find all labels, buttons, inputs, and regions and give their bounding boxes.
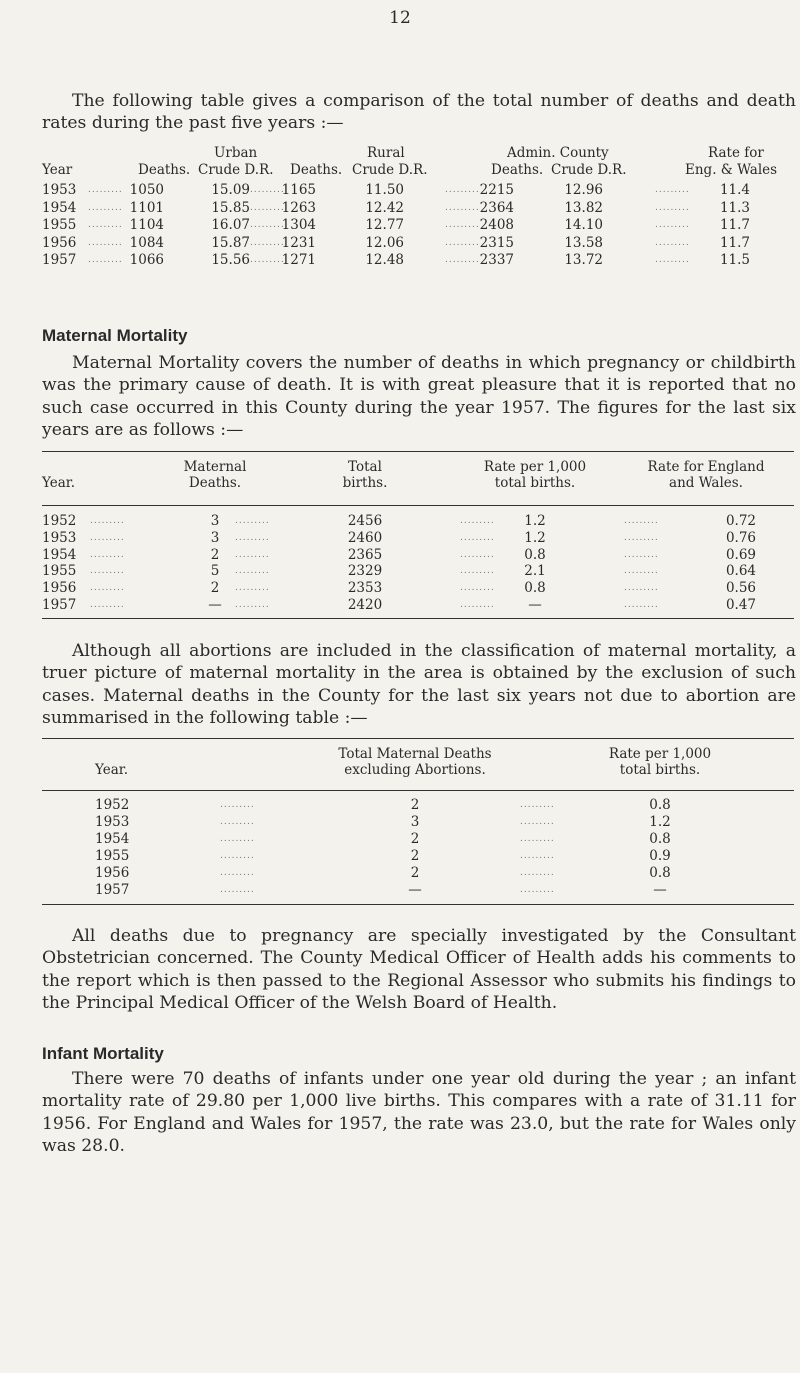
page-number: 12 xyxy=(389,8,411,28)
table1-cell: 2364 xyxy=(479,199,514,216)
table1-cell: 1957 xyxy=(42,252,77,269)
table1-cell: 2337 xyxy=(479,252,514,269)
leader-dots: ......... xyxy=(460,549,495,560)
t3-header-total xyxy=(305,746,525,778)
table1-cell: 15.85 xyxy=(211,199,250,216)
table1-cell: 11.7 xyxy=(719,217,750,234)
table2-cell: 0.72 xyxy=(725,513,756,529)
header-eng-wales: Eng. & Wales xyxy=(685,162,778,178)
leader-dots: ......... xyxy=(445,220,480,231)
leader-dots: ......... xyxy=(235,583,270,594)
leader-dots: ......... xyxy=(250,185,285,195)
table3-cell: 1956 xyxy=(95,865,130,881)
group-header-rural: Rural xyxy=(367,145,405,161)
t3-header-rate xyxy=(580,746,740,778)
t2-header-year xyxy=(42,459,112,491)
table2-cell: 2365 xyxy=(347,546,383,563)
table1-cell: 2215 xyxy=(479,182,514,198)
header-county-deaths: Deaths. xyxy=(491,162,544,178)
group-header-urban: Urban xyxy=(214,145,258,161)
table2-cell: 1.2 xyxy=(524,529,546,546)
header-urban-crude: Crude D.R. xyxy=(198,162,274,178)
table2-cell: 2 xyxy=(210,546,220,563)
table3-cell: 2 xyxy=(410,848,420,864)
table1-cell: 13.82 xyxy=(564,199,603,216)
leader-dots: ......... xyxy=(88,237,123,248)
table2-cell: 2353 xyxy=(347,580,383,597)
table2-bottom-rule xyxy=(42,618,794,619)
infant-text: There were 70 deaths of infants under one year old during the year ; an infant mortality rate of 29.80 per 1,000 live births. This compares with a rate of 31.11 for 1956. For England and Wales for 1957, the rate was 23.0, but the rate for Wales only was 28.0. xyxy=(42,1069,796,1157)
leader-dots: ......... xyxy=(90,516,125,526)
table3-cell: 2 xyxy=(410,831,420,847)
table1-cell: 16.07 xyxy=(211,217,250,234)
table1-cell: 12.42 xyxy=(365,199,404,216)
table2-cell: 1.2 xyxy=(524,513,546,529)
leader-dots: ......... xyxy=(520,800,555,810)
table2-cell: 1954 xyxy=(42,546,77,563)
table2-cell: 2.1 xyxy=(524,563,546,580)
table3-cell: — xyxy=(408,882,422,898)
table3-cell: 1954 xyxy=(95,831,130,847)
leader-dots: ......... xyxy=(88,185,123,195)
table3-cell: 0.8 xyxy=(649,831,671,847)
leader-dots: ......... xyxy=(520,885,555,895)
t2-header-england xyxy=(618,459,794,491)
intro-paragraph xyxy=(42,90,796,135)
table2-cell: 0.8 xyxy=(524,580,546,597)
t3-header-year xyxy=(95,746,175,778)
table2-cell: — xyxy=(208,597,222,613)
t3-header-year-line2: Year. xyxy=(95,762,129,778)
leader-dots: ......... xyxy=(88,202,123,213)
table1-cell: 12.77 xyxy=(365,217,404,234)
table1-cell: 14.10 xyxy=(564,217,603,234)
t3-header-rate-line1: Rate per 1,000 xyxy=(608,746,712,762)
table1-cell: 1955 xyxy=(42,217,77,234)
t2-header-maternal xyxy=(150,459,280,491)
leader-dots: ......... xyxy=(624,549,659,560)
table2-cell: 2460 xyxy=(347,529,383,546)
table2-cell: 0.56 xyxy=(725,580,756,597)
table1-cell: 1954 xyxy=(42,199,77,216)
table1-cell: 11.50 xyxy=(365,182,404,198)
table1-cell: 2408 xyxy=(479,217,514,234)
t2-header-year-line1 xyxy=(42,459,112,475)
t2-header-maternal-line1: Maternal xyxy=(183,459,247,475)
table3-cell: 3 xyxy=(410,814,420,830)
leader-dots: ......... xyxy=(520,817,555,827)
t3-header-rate-line2: total births. xyxy=(619,762,701,778)
leader-dots: ......... xyxy=(235,532,270,543)
leader-dots: ......... xyxy=(220,800,255,810)
leader-dots: ......... xyxy=(90,583,125,594)
leader-dots: ......... xyxy=(250,220,285,231)
table1-cell: 15.87 xyxy=(211,234,250,251)
leader-dots: ......... xyxy=(235,549,270,560)
table3-bottom-rule xyxy=(42,904,794,905)
leader-dots: ......... xyxy=(460,583,495,594)
leader-dots: ......... xyxy=(624,600,659,610)
table1-cell: 13.72 xyxy=(564,252,603,269)
leader-dots: ......... xyxy=(250,202,285,213)
table2-cell: 0.69 xyxy=(725,546,756,563)
table1-cell: 2315 xyxy=(479,234,514,251)
intro-text: The following table gives a comparison of the total number of deaths and death rates during the past five years :— xyxy=(42,91,796,134)
header-urban-deaths: Deaths. xyxy=(138,162,191,178)
leader-dots: ......... xyxy=(220,851,255,861)
table3-cell: 1952 xyxy=(95,797,130,813)
table3-cell: 1.2 xyxy=(649,814,671,830)
leader-dots: ......... xyxy=(624,566,659,577)
leader-dots: ......... xyxy=(624,583,659,594)
table1-cell: 1271 xyxy=(281,252,316,269)
t2-header-total-line1: Total xyxy=(348,459,382,475)
table1-cell: 1101 xyxy=(129,199,164,216)
table2-cell: 3 xyxy=(210,513,220,529)
t2-header-rate-line1: Rate per 1,000 xyxy=(483,459,587,475)
table2-cell: 1956 xyxy=(42,580,77,597)
leader-dots: ......... xyxy=(88,255,123,266)
leader-dots: ......... xyxy=(655,185,690,195)
header-rural-deaths: Deaths. xyxy=(290,162,343,178)
leader-dots: ......... xyxy=(250,255,285,266)
table1-cell: 15.56 xyxy=(211,252,250,269)
leader-dots: ......... xyxy=(655,237,690,248)
leader-dots: ......... xyxy=(220,885,255,895)
table1-cell: 11.3 xyxy=(719,199,750,216)
investigation-text: All deaths due to pregnancy are specially investigated by the Consultant Obstetrician concerned. The County Medical Officer of Health adds his comments to the report which is then passed to the Regional Assessor who submits his findings to the Principal Medical Officer of the Welsh Board of Health. xyxy=(42,926,796,1014)
leader-dots: ......... xyxy=(520,834,555,844)
header-rural-crude: Crude D.R. xyxy=(352,162,428,178)
header-county-crude: Crude D.R. xyxy=(551,162,627,178)
leader-dots: ......... xyxy=(90,600,125,610)
leader-dots: ......... xyxy=(90,566,125,577)
abortion-text: Although all abortions are included in the classification of maternal mortality, a truer picture of maternal mortality in the area is obtained by the exclusion of such cases. Maternal deaths in the County for the last six years not due to abortion are summarised in the following table :— xyxy=(42,641,796,729)
leader-dots: ......... xyxy=(88,220,123,231)
t2-header-maternal-line2: Deaths. xyxy=(188,475,242,491)
leader-dots: ......... xyxy=(445,202,480,213)
table1-cell: 1104 xyxy=(129,217,164,234)
leader-dots: ......... xyxy=(220,834,255,844)
table3-header-rule xyxy=(42,790,794,791)
table1-cell: 12.06 xyxy=(365,234,404,251)
abortion-paragraph xyxy=(42,640,796,730)
leader-dots: ......... xyxy=(90,532,125,543)
t2-header-rate xyxy=(455,459,615,491)
t2-header-england-line2: and Wales. xyxy=(669,475,743,491)
table2-cell: 5 xyxy=(210,563,220,580)
t2-header-england-line1: Rate for England xyxy=(647,459,765,475)
table3-cell: 0.9 xyxy=(649,848,671,864)
table1-cell: 1231 xyxy=(281,234,316,251)
table1-cell: 1066 xyxy=(129,252,164,269)
leader-dots: ......... xyxy=(624,532,659,543)
table3-cell: 1955 xyxy=(95,848,130,864)
table3-cell: — xyxy=(653,882,667,898)
leader-dots: ......... xyxy=(220,868,255,878)
table1-cell: 1050 xyxy=(129,182,164,198)
infant-paragraph xyxy=(42,1068,796,1158)
table3-cell: 1953 xyxy=(95,814,130,830)
header-year: Year xyxy=(42,162,73,178)
t2-header-total xyxy=(300,459,430,491)
table2-cell: 2420 xyxy=(347,597,383,613)
leader-dots: ......... xyxy=(235,516,270,526)
group-header-admin-county: Admin. County xyxy=(507,145,609,161)
leader-dots: ......... xyxy=(655,255,690,266)
table1-cell: 11.5 xyxy=(719,252,750,269)
table1-cell: 13.58 xyxy=(564,234,603,251)
leader-dots: ......... xyxy=(250,237,285,248)
leader-dots: ......... xyxy=(460,566,495,577)
leader-dots: ......... xyxy=(460,516,495,526)
table2-top-rule xyxy=(42,451,794,452)
table2-cell: 0.47 xyxy=(725,597,756,613)
leader-dots: ......... xyxy=(235,600,270,610)
table2-cell: 0.76 xyxy=(725,529,756,546)
table3-top-rule xyxy=(42,738,794,739)
table2-header-rule xyxy=(42,505,794,506)
table1-cell: 1304 xyxy=(281,217,316,234)
leader-dots: ......... xyxy=(460,600,495,610)
table1-cell: 1165 xyxy=(281,182,316,198)
maternal-paragraph xyxy=(42,352,796,442)
table1-cell: 12.48 xyxy=(365,252,404,269)
table1-cell: 1956 xyxy=(42,234,77,251)
table3-cell: 0.8 xyxy=(649,865,671,881)
table3-cell: 2 xyxy=(410,797,420,813)
table2-cell: 3 xyxy=(210,529,220,546)
t3-header-total-line2: excluding Abortions. xyxy=(344,762,486,778)
t2-header-total-line2: births. xyxy=(342,475,388,491)
table3-cell: 0.8 xyxy=(649,797,671,813)
table1-cell: 11.4 xyxy=(719,182,750,198)
table1-cell: 11.7 xyxy=(719,234,750,251)
leader-dots: ......... xyxy=(235,566,270,577)
t3-header-total-line1: Total Maternal Deaths xyxy=(338,746,492,762)
leader-dots: ......... xyxy=(655,202,690,213)
table1-cell: 12.96 xyxy=(564,182,603,198)
table3-cell: 2 xyxy=(410,865,420,881)
table2-cell: 2456 xyxy=(347,513,383,529)
table1-cell: 1084 xyxy=(129,234,164,251)
maternal-text: Maternal Mortality covers the number of deaths in which pregnancy or childbirth was the primary cause of death. It is with great pleasure that it is reported that no such case occurred in this County during the year 1957. The figures for the last six years are as follows :— xyxy=(42,353,796,441)
leader-dots: ......... xyxy=(445,185,480,195)
leader-dots: ......... xyxy=(220,817,255,827)
group-header-rate-for: Rate for xyxy=(708,145,764,161)
table2-cell: 1955 xyxy=(42,563,77,580)
table2-cell: 1953 xyxy=(42,529,77,546)
table2-cell: 0.64 xyxy=(725,563,756,580)
table2-cell: — xyxy=(528,597,542,613)
leader-dots: ......... xyxy=(520,868,555,878)
investigation-paragraph xyxy=(42,925,796,1015)
leader-dots: ......... xyxy=(655,220,690,231)
leader-dots: ......... xyxy=(445,237,480,248)
leader-dots: ......... xyxy=(624,516,659,526)
table2-cell: 0.8 xyxy=(524,546,546,563)
leader-dots: ......... xyxy=(520,851,555,861)
table2-cell: 1952 xyxy=(42,513,77,529)
maternal-mortality-heading: Maternal Mortality xyxy=(42,326,188,345)
table1-cell: 1263 xyxy=(281,199,316,216)
table2-cell: 2 xyxy=(210,580,220,597)
table2-cell: 1957 xyxy=(42,597,77,613)
t2-header-rate-line2: total births. xyxy=(494,475,576,491)
table3-cell: 1957 xyxy=(95,882,130,898)
leader-dots: ......... xyxy=(445,255,480,266)
t3-header-year-line1 xyxy=(95,746,175,762)
table1-cell: 1953 xyxy=(42,182,77,198)
infant-mortality-heading: Infant Mortality xyxy=(42,1044,164,1063)
table2-cell: 2329 xyxy=(347,563,383,580)
t2-header-year-line2: Year. xyxy=(42,475,76,491)
table1-cell: 15.09 xyxy=(211,182,250,198)
leader-dots: ......... xyxy=(460,532,495,543)
leader-dots: ......... xyxy=(90,549,125,560)
